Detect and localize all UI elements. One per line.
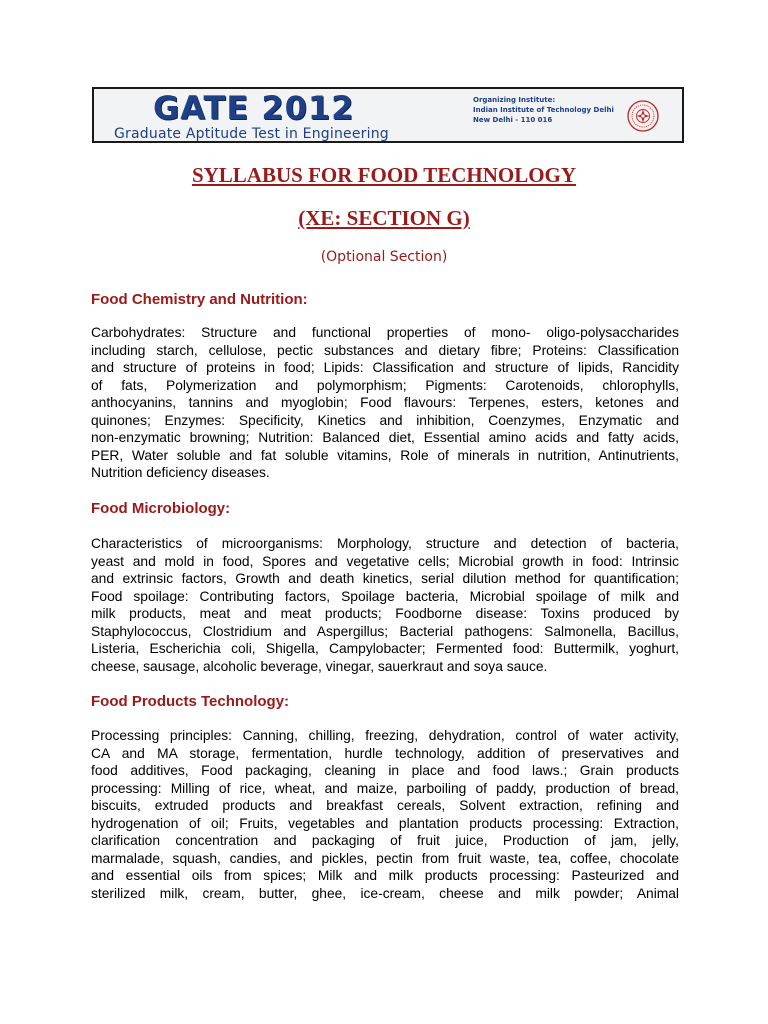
section-title: (XE: SECTION G) [298, 206, 470, 230]
syllabus-title: SYLLABUS FOR FOOD TECHNOLOGY [191, 163, 577, 187]
text-line: sterilized milk, cream, butter, ghee, ice-cream, cheese and milk powder; Animal [91, 885, 679, 901]
heading-food-products-technology: Food Products Technology: [91, 693, 290, 710]
text-line: processing: Milling of rice, wheat, and maize, parboiling of paddy, production of bread, [91, 780, 679, 796]
org-label: Organizing Institute: [473, 96, 556, 104]
paragraph-food-chemistry [91, 324, 679, 482]
text-line: hydrogenation of oil; Fruits, vegetables and plantation products processing: Extraction, [91, 815, 679, 831]
text-line: and structure of proteins in food; Lipids: Classification and structure of lipids, Rancidity [91, 360, 679, 375]
org-name: Indian Institute of Technology Delhi [473, 106, 614, 114]
text-line: Staphylococcus, Clostridium and Aspergillus; Bacterial pathogens: Salmonella, Bacillus, [91, 623, 679, 639]
paragraph-food-products-technology [91, 727, 679, 902]
text-line: CA and MA storage, fermentation, hurdle technology, addition of preservatives and [91, 745, 679, 761]
iit-delhi-seal-icon [627, 100, 659, 132]
text-line: milk products, meat and meat products; Foodborne disease: Toxins produced by [91, 606, 679, 621]
text-line: Characteristics of microorganisms: Morphology, structure and detection of bacteria, [91, 536, 679, 551]
text-line: quinones; Enzymes: Specificity, Kinetics and inhibition, Coenzymes, Enzymatic and [91, 412, 679, 428]
text-line: yeast and mold in food, Spores and vegetative cells; Microbial growth in food: Intrinsic [91, 553, 679, 569]
text-line: Listeria, Escherichia coli, Shigella, Campylobacter; Fermented food: Buttermilk, yoghurt, [91, 641, 679, 656]
text-line: food additives, Food packaging, cleaning in place and food laws.; Grain products [91, 763, 679, 778]
text-line: and essential oils from spices; Milk and milk products processing: Pasteurized and [91, 868, 679, 883]
text-line: Carbohydrates: Structure and functional properties of mono- oligo-polysaccharides [91, 325, 679, 340]
text-line: clarification concentration and packaging of fruit juice, Production of jam, jelly, [91, 833, 679, 848]
text-line: Nutrition deficiency diseases. [91, 465, 270, 480]
text-line: Food spoilage: Contributing factors, Spoilage bacteria, Microbial spoilage of milk and [91, 588, 679, 604]
heading-food-chemistry: Food Chemistry and Nutrition: [91, 291, 308, 308]
paragraph-food-microbiology [91, 535, 679, 675]
text-line: cheese, sausage, alcoholic beverage, vinegar, sauerkraut and soya sauce. [91, 658, 548, 674]
text-line: of fats, Polymerization and polymorphism; Pigments: Carotenoids, chlorophylls, [91, 377, 679, 393]
org-city: New Delhi - 110 016 [473, 116, 553, 124]
gate-subtitle: Graduate Aptitude Test in Engineering [114, 126, 389, 142]
text-line: PER, Water soluble and fat soluble vitamins, Role of minerals in nutrition, Antinutrients, [91, 447, 679, 463]
text-line: biscuits, extruded products and breakfast cereals, Solvent extraction, refining and [91, 798, 679, 813]
text-line: non-enzymatic browning; Nutrition: Balanced diet, Essential amino acids and fatty acids, [91, 430, 679, 445]
gate-title: GATE 2012 [153, 89, 355, 127]
text-line: anthocyanins, tannins and myoglobin; Food flavours: Terpenes, esters, ketones and [91, 395, 679, 410]
text-line: including starch, cellulose, pectic substances and dietary fibre; Proteins: Classification [91, 342, 679, 358]
organizing-institute [473, 95, 614, 125]
text-line: marmalade, squash, candies, and pickles, pectin from fruit waste, tea, coffee, chocolate [91, 850, 679, 866]
text-line: and extrinsic factors, Growth and death kinetics, serial dilution method for quantification; [91, 571, 679, 586]
heading-food-microbiology: Food Microbiology: [91, 500, 231, 517]
optional-section-label: (Optional Section) [320, 249, 448, 265]
text-line: Processing principles: Canning, chilling, freezing, dehydration, control of water activity, [91, 728, 679, 743]
gate-header-banner [92, 87, 684, 143]
